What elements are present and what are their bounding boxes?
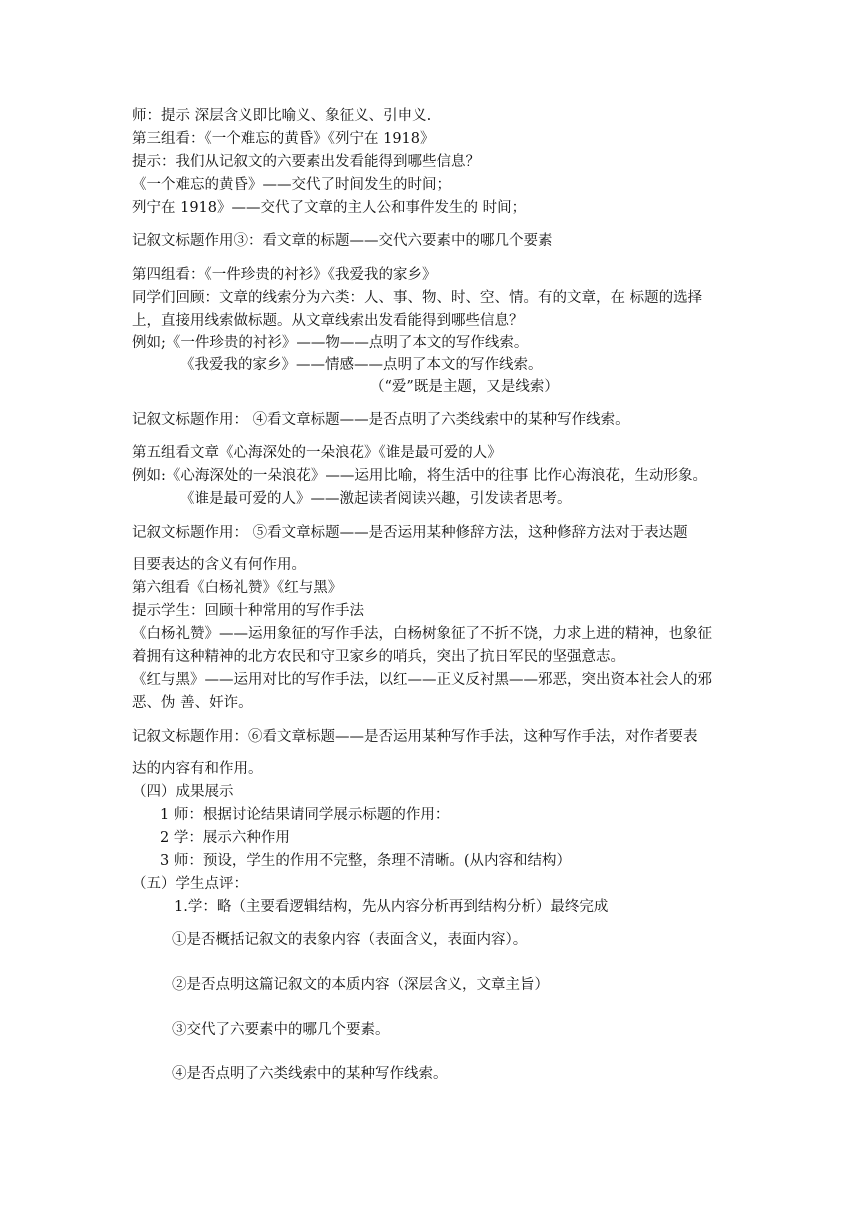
section-heading: （五）学生点评： <box>132 876 248 892</box>
text-line: （“爱”既是主题，又是线索） <box>370 379 559 395</box>
text-line: 记叙文标题作用：⑥看文章标题——是否运用某种写作手法，这种写作手法，对作者要表 <box>132 729 698 745</box>
list-item: ④是否点明了六类线索中的某种写作线索。 <box>172 1066 448 1082</box>
section-heading: （四）成果展示 <box>132 784 234 800</box>
text-line: 着拥有这种精神的北方农民和守卫家乡的哨兵，突出了抗日军民的坚强意志。 <box>132 649 625 665</box>
text-line: 记叙文标题作用： ⑤看文章标题——是否运用某种修辞方法，这种修辞方法对于表达题 <box>132 525 688 541</box>
list-item: 2 学：展示六种作用 <box>160 830 290 846</box>
list-item: ①是否概括记叙文的表象内容（表面含义，表面内容）。 <box>172 932 528 948</box>
list-item: 3 师：预设，学生的作用不完整，条理不清晰。(从内容和结构） <box>160 853 571 869</box>
text-line: 提示：我们从记叙文的六要素出发看能得到哪些信息？ <box>132 154 480 170</box>
text-line: 《红与黑》——运用对比的写作手法，以红——正义反衬黑——邪恶，突出资本社会人的邪 <box>132 672 712 688</box>
text-line: 目要表达的含义有何作用。 <box>132 557 306 573</box>
text-line: 第四组看：《一件珍贵的衬衫》《我爱我的家乡》 <box>132 267 437 283</box>
list-item: 1.学：略（主要看逻辑结构，先从内容分析再到结构分析）最终完成 <box>174 899 609 915</box>
text-line: 《我爱我的家乡》——情感——点明了本文的写作线索。 <box>180 357 543 373</box>
text-line: 列宁在 1918》——交代了文章的主人公和事件发生的 时间； <box>132 200 527 216</box>
text-line: 上，直接用线索做标题。从文章线索出发看能得到哪些信息？ <box>132 313 524 329</box>
text-line: 达的内容有和作用。 <box>132 761 263 777</box>
text-line: 例如;《一件珍贵的衬衫》——物——点明了本文的写作线索。 <box>132 335 529 351</box>
text-line: 恶、伪 善、奸诈。 <box>132 695 253 711</box>
text-line: 第三组看：《一个难忘的黄昏》《列宁在 1918》 <box>132 131 435 147</box>
list-item: ③交代了六要素中的哪几个要素。 <box>172 1022 390 1038</box>
text-line: 记叙文标题作用③：看文章的标题——交代六要素中的哪几个要素 <box>132 233 553 249</box>
text-line: 第六组看《白杨礼赞》《红与黑》 <box>132 580 343 596</box>
list-item: ②是否点明这篇记叙文的本质内容（深层含义，文章主旨） <box>172 977 549 993</box>
text-line: 师：提示 深层含义即比喻义、象征义、引申义. <box>132 108 432 124</box>
text-line: 《谁是最可爱的人》——激起读者阅读兴趣，引发读者思考。 <box>180 491 572 507</box>
text-line: 《一个难忘的黄昏》——交代了时间发生的时间； <box>132 177 451 193</box>
text-line: 提示学生：回顾十种常用的写作手法 <box>132 603 364 619</box>
text-line: 例如:《心海深处的一朵浪花》——运用比喻，将生活中的往事 比作心海浪花，生动形象。 <box>132 468 707 484</box>
list-item: 1 师：根据讨论结果请同学展示标题的作用： <box>160 807 450 823</box>
text-line: 第五组看文章《心海深处的一朵浪花》《谁是最可爱的人》 <box>132 445 502 461</box>
text-line: 记叙文标题作用： ④看文章标题——是否点明了六类线索中的某种写作线索。 <box>132 412 630 428</box>
text-line: 《白杨礼赞》——运用象征的写作手法，白杨树象征了不折不饶，力求上进的精神，也象征 <box>132 626 712 642</box>
text-line: 同学们回顾：文章的线索分为六类：人、事、物、时、空、情。有的文章，在 标题的选择 <box>132 290 703 306</box>
